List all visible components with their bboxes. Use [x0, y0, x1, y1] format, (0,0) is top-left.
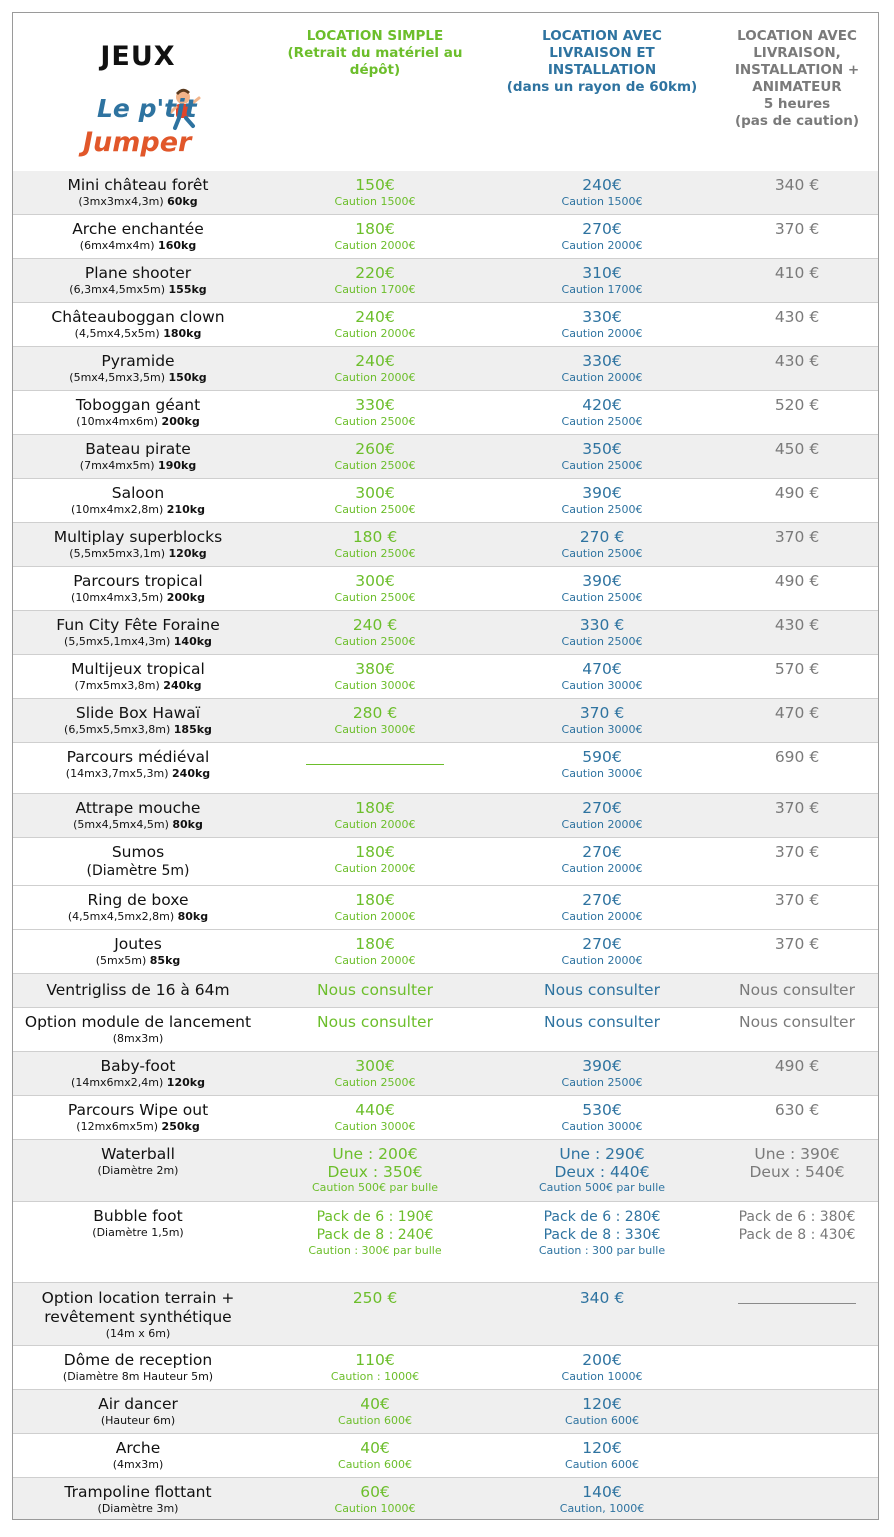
game-dims: (Diamètre 2m) [97, 1164, 179, 1177]
price-table [12, 12, 879, 1520]
not-available-line [738, 1303, 856, 1304]
price-simple: 300€ [355, 1057, 395, 1075]
table-row [13, 1008, 878, 1052]
price-livraison: 120€ [582, 1395, 622, 1413]
price-simple: 110€ [355, 1351, 395, 1369]
table-row [13, 794, 878, 838]
caution-livraison: Caution 2000€ [561, 910, 643, 923]
game-dims: (Diamètre 3m) [97, 1502, 179, 1515]
game-name-line1: Option location terrain + [41, 1289, 235, 1307]
header-line: (Retrait du matériel au [287, 45, 463, 61]
price-animateur: 470 € [774, 704, 820, 722]
caution-livraison: Caution 2000€ [561, 954, 643, 967]
game-name: Parcours Wipe out [67, 1101, 209, 1119]
price-simple: 260€ [355, 440, 395, 458]
game-name: Parcours médiéval [66, 748, 210, 766]
price-simple-pack8: Pack de 8 : 240€ [316, 1227, 434, 1243]
caution-simple: Caution 600€ [338, 1458, 412, 1471]
price-livraison: 350€ [582, 440, 622, 458]
price-livraison: Nous consulter [544, 1013, 660, 1031]
price-livraison: 270€ [582, 220, 622, 238]
game-name: Fun City Fête Foraine [56, 616, 220, 634]
caution-livraison: Caution 500€ par bulle [538, 1181, 666, 1194]
table-row [13, 259, 878, 303]
price-animateur: 340 € [774, 176, 820, 194]
game-name: Dôme de reception [63, 1351, 213, 1369]
price-animateur: 370 € [774, 528, 820, 546]
price-animateur: 490 € [774, 484, 820, 502]
price-animateur: 570 € [774, 660, 820, 678]
price-livraison-pack8: Pack de 8 : 330€ [543, 1227, 661, 1243]
game-name: Parcours tropical [73, 572, 203, 590]
game-name: Ventrigliss de 16 à 64m [46, 981, 230, 999]
price-animateur: 490 € [774, 1057, 820, 1075]
header-location-simple [276, 28, 474, 79]
game-dims: (5mx4,5mx4,5m) 80kg [73, 818, 203, 831]
price-simple: 180€ [355, 935, 395, 953]
header-location-animateur [719, 28, 875, 130]
price-animateur: 430 € [774, 616, 820, 634]
price-animateur: Nous consulter [739, 981, 855, 999]
price-simple-pack6: Pack de 6 : 190€ [316, 1209, 434, 1225]
price-livraison: 270 € [579, 528, 625, 546]
price-simple: 220€ [355, 264, 395, 282]
game-dims: (Diamètre 5m) [86, 863, 190, 879]
price-livraison: 420€ [582, 396, 622, 414]
caution-simple: Caution 2000€ [334, 862, 416, 875]
header-line: dépôt) [349, 62, 401, 78]
table-row [13, 1346, 878, 1390]
price-livraison: 530€ [582, 1101, 622, 1119]
price-simple: 240€ [355, 308, 395, 326]
caution-livraison: Caution 2500€ [561, 503, 643, 516]
game-name: Saloon [111, 484, 165, 502]
header-line: LOCATION AVEC [737, 28, 857, 44]
game-dims: (14mx3,7mx5,3m) 240kg [65, 767, 211, 780]
table-row [13, 435, 878, 479]
table-row [13, 1096, 878, 1140]
caution-livraison: Caution, 1000€ [559, 1502, 645, 1515]
price-simple: 240 € [352, 616, 398, 634]
game-dims: (3mx3mx4,3m) 60kg [78, 195, 198, 208]
caution-livraison: Caution : 300 par bulle [538, 1244, 666, 1257]
price-simple: 330€ [355, 396, 395, 414]
price-animateur: 490 € [774, 572, 820, 590]
game-name-line2: revêtement synthétique [44, 1308, 232, 1326]
caution-simple: Caution 2000€ [334, 327, 416, 340]
game-dims: (6,3mx4,5mx5m) 155kg [69, 283, 207, 296]
price-simple: Nous consulter [317, 1013, 433, 1031]
caution-simple: Caution 1000€ [334, 1502, 416, 1515]
price-livraison: 270€ [582, 935, 622, 953]
table-title: JEUX [100, 41, 176, 72]
price-simple: 150€ [355, 176, 395, 194]
caution-simple: Caution 600€ [338, 1414, 412, 1427]
caution-livraison: Caution 2500€ [561, 635, 643, 648]
game-dims: (4,5mx4,5x5m) 180kg [74, 327, 202, 340]
header-location-livraison [491, 28, 713, 96]
game-name: Arche [115, 1439, 161, 1457]
caution-livraison: Caution 2000€ [561, 818, 643, 831]
game-dims: (8mx3m) [112, 1032, 164, 1045]
caution-simple: Caution 2500€ [334, 547, 416, 560]
header-line: LOCATION SIMPLE [306, 28, 444, 44]
price-livraison: 240€ [582, 176, 622, 194]
table-row [13, 743, 878, 794]
svg-text:Jumper: Jumper [83, 127, 192, 158]
header-line: LIVRAISON ET [549, 45, 655, 61]
table-row [13, 655, 878, 699]
price-simple: 180€ [355, 220, 395, 238]
price-simple: 40€ [360, 1395, 390, 1413]
price-simple: 60€ [360, 1483, 390, 1501]
game-dims: (14mx6mx2,4m) 120kg [71, 1076, 205, 1089]
price-animateur: 370 € [774, 843, 820, 861]
table-row [13, 611, 878, 655]
game-name: Slide Box Hawaï [75, 704, 201, 722]
price-animateur: 690 € [774, 748, 820, 766]
price-animateur: 370 € [774, 935, 820, 953]
game-name: Multiplay superblocks [53, 528, 223, 546]
price-simple: 250 € [352, 1289, 398, 1307]
caution-simple: Caution 2000€ [334, 371, 416, 384]
price-livraison: 140€ [582, 1483, 622, 1501]
price-animateur-one: Une : 390€ [754, 1145, 840, 1163]
table-row [13, 1052, 878, 1096]
price-simple: 180€ [355, 843, 395, 861]
header-line: 5 heures [763, 96, 831, 112]
caution-simple: Caution 2000€ [334, 818, 416, 831]
caution-simple: Caution 1700€ [334, 283, 416, 296]
table-row [13, 886, 878, 930]
price-simple: 300€ [355, 572, 395, 590]
table-row [13, 567, 878, 611]
price-animateur: 430 € [774, 352, 820, 370]
caution-livraison: Caution 2000€ [561, 862, 643, 875]
caution-simple: Caution 2500€ [334, 635, 416, 648]
caution-simple: Caution 2500€ [334, 415, 416, 428]
header-line: INSTALLATION [547, 62, 657, 78]
not-available-line [306, 764, 444, 765]
header-line: ANIMATEUR [752, 79, 842, 95]
table-row [13, 479, 878, 523]
caution-livraison: Caution 2000€ [561, 371, 643, 384]
table-row [13, 303, 878, 347]
caution-livraison: Caution 3000€ [561, 723, 643, 736]
header-line: INSTALLATION + [734, 62, 860, 78]
game-dims: (10mx4mx6m) 200kg [76, 415, 200, 428]
price-livraison: 200€ [582, 1351, 622, 1369]
caution-livraison: Caution 1500€ [561, 195, 643, 208]
price-livraison-one: Une : 290€ [559, 1145, 645, 1163]
caution-simple: Caution 3000€ [334, 679, 416, 692]
table-row [13, 1390, 878, 1434]
table-row [13, 215, 878, 259]
game-dims: (Diamètre 1,5m) [92, 1226, 184, 1239]
caution-simple: Caution 2000€ [334, 954, 416, 967]
caution-simple: Caution 3000€ [334, 1120, 416, 1133]
game-dims: (5,5mx5,1mx4,3m) 140kg [64, 635, 212, 648]
game-name: Toboggan géant [75, 396, 201, 414]
caution-livraison: Caution 1000€ [561, 1370, 643, 1383]
game-name: Ring de boxe [87, 891, 189, 909]
price-animateur: 520 € [774, 396, 820, 414]
game-name: Attrape mouche [75, 799, 201, 817]
caution-livraison: Caution 600€ [565, 1458, 639, 1471]
table-row [13, 523, 878, 567]
price-animateur-pack8: Pack de 8 : 430€ [738, 1227, 856, 1243]
price-animateur: Nous consulter [739, 1013, 855, 1031]
caution-simple: Caution 1500€ [334, 195, 416, 208]
table-row [13, 347, 878, 391]
price-livraison: 590€ [582, 748, 622, 766]
price-livraison: 310€ [582, 264, 622, 282]
price-livraison: 340 € [579, 1289, 625, 1307]
price-animateur: 630 € [774, 1101, 820, 1119]
price-simple: 180 € [352, 528, 398, 546]
caution-simple: Caution 2500€ [334, 591, 416, 604]
game-dims: (12mx6mx5m) 250kg [76, 1120, 200, 1133]
caution-simple: Caution : 300€ par bulle [308, 1244, 442, 1257]
game-name: Sumos [111, 843, 165, 861]
price-livraison: 470€ [582, 660, 622, 678]
caution-simple: Caution 2000€ [334, 910, 416, 923]
header-line: (pas de caution) [734, 113, 860, 129]
game-dims: (4,5mx4,5mx2,8m) 80kg [67, 910, 209, 923]
price-simple: 40€ [360, 1439, 390, 1457]
caution-livraison: Caution 3000€ [561, 679, 643, 692]
caution-livraison: Caution 3000€ [561, 767, 643, 780]
game-name: Option module de lancement [24, 1013, 252, 1031]
price-animateur: 370 € [774, 220, 820, 238]
caution-livraison: Caution 2500€ [561, 1076, 643, 1089]
caution-livraison: Caution 3000€ [561, 1120, 643, 1133]
caution-simple: Caution 2500€ [334, 503, 416, 516]
game-name: Baby-foot [100, 1057, 176, 1075]
table-header [13, 13, 878, 172]
price-simple: 280 € [352, 704, 398, 722]
caution-livraison: Caution 2500€ [561, 415, 643, 428]
header-line: LIVRAISON, [753, 45, 841, 61]
table-row [13, 974, 878, 1008]
game-dims: (6mx4mx4m) 160kg [79, 239, 197, 252]
game-name: Bubble foot [93, 1207, 183, 1225]
table-row [13, 838, 878, 886]
game-dims: (Hauteur 6m) [100, 1414, 176, 1427]
price-simple: 180€ [355, 799, 395, 817]
game-dims: (7mx5mx3,8m) 240kg [74, 679, 202, 692]
price-livraison-two: Deux : 440€ [554, 1163, 650, 1181]
game-name: Plane shooter [84, 264, 192, 282]
game-name: Trampoline flottant [64, 1483, 212, 1501]
table-row [13, 1283, 878, 1346]
game-name: Joutes [114, 935, 162, 953]
caution-simple: Caution : 1000€ [330, 1370, 420, 1383]
caution-livraison: Caution 2500€ [561, 547, 643, 560]
price-livraison: 270€ [582, 891, 622, 909]
table-row [13, 930, 878, 974]
price-simple: 180€ [355, 891, 395, 909]
game-dims: (4mx3m) [112, 1458, 164, 1471]
price-simple: 380€ [355, 660, 395, 678]
game-name: Mini château forêt [67, 176, 209, 194]
price-livraison: 390€ [582, 484, 622, 502]
price-livraison-pack6: Pack de 6 : 280€ [543, 1209, 661, 1225]
caution-simple: Caution 3000€ [334, 723, 416, 736]
price-animateur: 370 € [774, 891, 820, 909]
game-dims: (5mx5m) 85kg [95, 954, 181, 967]
header-line: LOCATION AVEC [542, 28, 662, 44]
caution-livraison: Caution 2000€ [561, 239, 643, 252]
price-simple-two: Deux : 350€ [327, 1163, 423, 1181]
price-livraison: 390€ [582, 1057, 622, 1075]
svg-text:Le p'tit: Le p'tit [97, 94, 197, 123]
price-livraison: 270€ [582, 799, 622, 817]
game-dims: (5mx4,5mx3,5m) 150kg [69, 371, 207, 384]
price-livraison: 330 € [579, 616, 625, 634]
game-name: Arche enchantée [72, 220, 204, 238]
price-simple: Nous consulter [317, 981, 433, 999]
table-row [13, 171, 878, 215]
game-name: Multijeux tropical [71, 660, 205, 678]
caution-livraison: Caution 2000€ [561, 327, 643, 340]
price-simple: 440€ [355, 1101, 395, 1119]
caution-livraison: Caution 2500€ [561, 591, 643, 604]
game-name: Pyramide [101, 352, 175, 370]
price-simple: 240€ [355, 352, 395, 370]
game-dims: (6,5mx5,5mx3,8m) 185kg [64, 723, 212, 736]
caution-simple: Caution 2500€ [334, 459, 416, 472]
price-simple: 300€ [355, 484, 395, 502]
price-livraison: 390€ [582, 572, 622, 590]
caution-simple: Caution 500€ par bulle [311, 1181, 439, 1194]
price-livraison: 330€ [582, 352, 622, 370]
game-name: Air dancer [98, 1395, 178, 1413]
caution-simple: Caution 2500€ [334, 1076, 416, 1089]
price-animateur: 430 € [774, 308, 820, 326]
price-livraison: 330€ [582, 308, 622, 326]
price-simple-one: Une : 200€ [332, 1145, 418, 1163]
le-ptit-jumper-logo [75, 83, 205, 165]
price-livraison: Nous consulter [544, 981, 660, 999]
price-animateur: 370 € [774, 799, 820, 817]
caution-simple: Caution 2000€ [334, 239, 416, 252]
price-livraison: 120€ [582, 1439, 622, 1457]
game-dims: (10mx4mx3,5m) 200kg [71, 591, 205, 604]
price-livraison: 370 € [579, 704, 625, 722]
price-livraison: 270€ [582, 843, 622, 861]
game-name: Châteauboggan clown [51, 308, 225, 326]
caution-livraison: Caution 1700€ [561, 283, 643, 296]
caution-livraison: Caution 600€ [565, 1414, 639, 1427]
table-row [13, 699, 878, 743]
header-line: (dans un rayon de 60km) [506, 79, 698, 95]
caution-livraison: Caution 2500€ [561, 459, 643, 472]
game-dims: (Diamètre 8m Hauteur 5m) [62, 1370, 214, 1383]
price-animateur: 410 € [774, 264, 820, 282]
table-row [13, 1434, 878, 1478]
game-dims: (5,5mx5mx3,1m) 120kg [69, 547, 207, 560]
game-name: Waterball [101, 1145, 175, 1163]
game-dims: (7mx4mx5m) 190kg [79, 459, 197, 472]
table-row [13, 391, 878, 435]
game-dims: (10mx4mx2,8m) 210kg [71, 503, 205, 516]
price-animateur-two: Deux : 540€ [749, 1163, 845, 1181]
price-animateur-pack6: Pack de 6 : 380€ [738, 1209, 856, 1225]
price-animateur: 450 € [774, 440, 820, 458]
game-name: Bateau pirate [85, 440, 191, 458]
table-row [13, 1202, 878, 1283]
table-row [13, 1478, 878, 1519]
table-row [13, 1140, 878, 1202]
game-dims: (14m x 6m) [105, 1327, 171, 1340]
